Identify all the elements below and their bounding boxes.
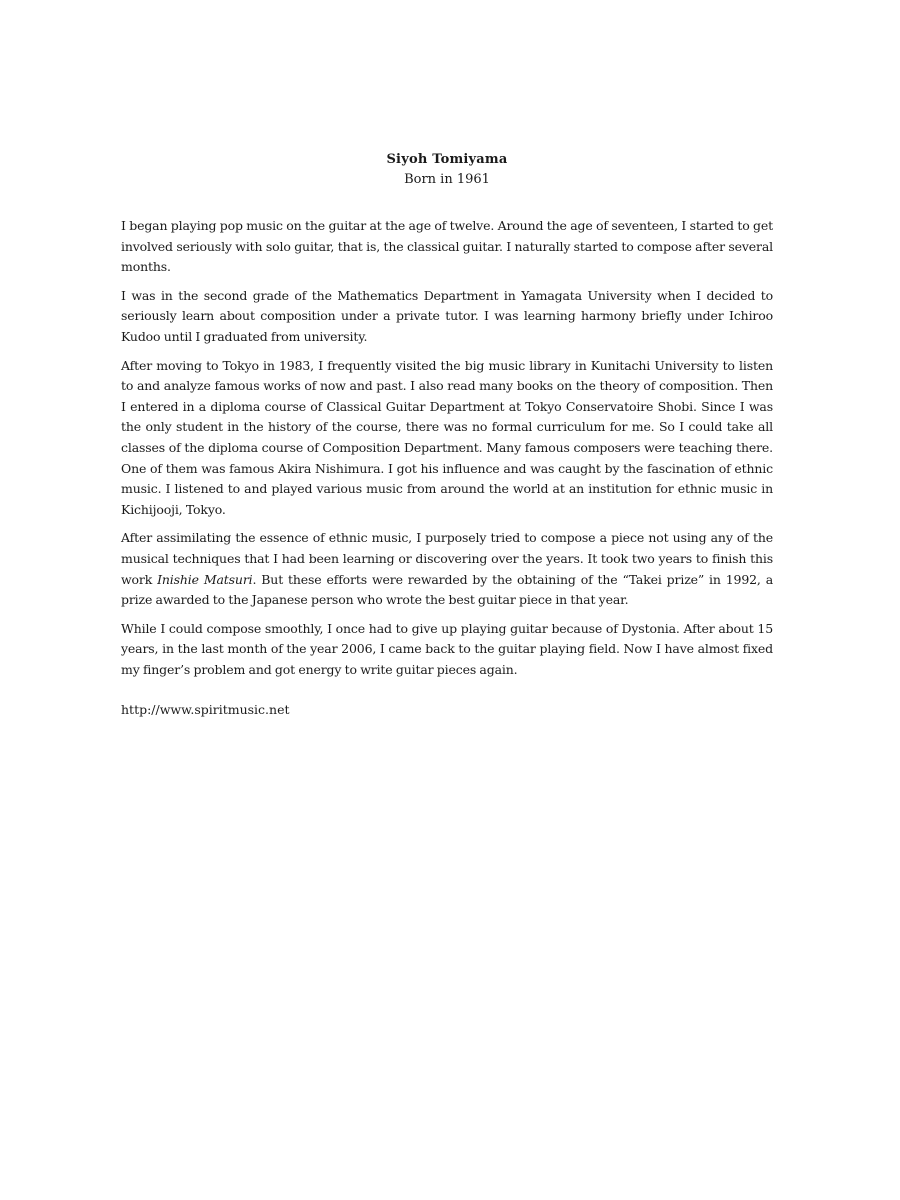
bio-paragraph-4-start: After assimilating the essence of ethnic music, I purposely tried to compose a piece not using any of the musical techniques that I had been learning or discovering over the years. It took two years to finish this work [121, 530, 773, 587]
bio-paragraph-2: I was in the second grade of the Mathematics Department in Yamagata University when I decided to seriously learn about composition under a private tutor. I was learning harmony briefly under Ichiroo Kudoo until I graduated from university. [121, 287, 773, 344]
website-url: http://www.spiritmusic.net [121, 702, 290, 718]
bio-paragraph-4-end: . But these efforts were rewarded by the obtaining of the “Takei prize” in 1992, a prize awarded to the Japanese person who wrote the best guitar piece in that year. [121, 571, 773, 608]
work-title: Inishie Matsuri [157, 571, 253, 587]
composer-name: Siyoh Tomiyama [386, 152, 508, 167]
bio-paragraph-1: I began playing pop music on the guitar at the age of twelve. Around the age of seventeen, I started to get involved seriously with solo guitar, that is, the classical guitar. I naturally started to compose after several months. [121, 218, 773, 275]
biography-text [121, 216, 773, 680]
bio-paragraph-3: After moving to Tokyo in 1983, I frequently visited the big music library in Kunitachi University to listen to and analyze famous works of now and past. I also read many books on the theory of composition. Then I entered in a diploma course of Classical Guitar Department at Tokyo Conservatoire Shobi. Since I was the only student in the history of the course, there was no formal curriculum for me. So I could take all classes of the diploma course of Composition Department. Many famous composers were teaching there. One of them was famous Akira Nishimura. I got his influence and was caught by the fascination of ethnic music. I listened to and played various music from around the world at an institution for ethnic music in Kichijooji, Tokyo. [121, 357, 773, 517]
bio-paragraph-5: While I could compose smoothly, I once had to give up playing guitar because of Dystonia. After about 15 years, in the last month of the year 2006, I came back to the guitar playing field. Now I have almost fixed my finger’s problem and got energy to write guitar pieces again. [121, 620, 773, 677]
bio-page [121, 150, 773, 720]
bio-paragraph-4 [121, 528, 773, 610]
bio-header [121, 150, 773, 190]
birth-year: Born in 1961 [404, 172, 490, 187]
